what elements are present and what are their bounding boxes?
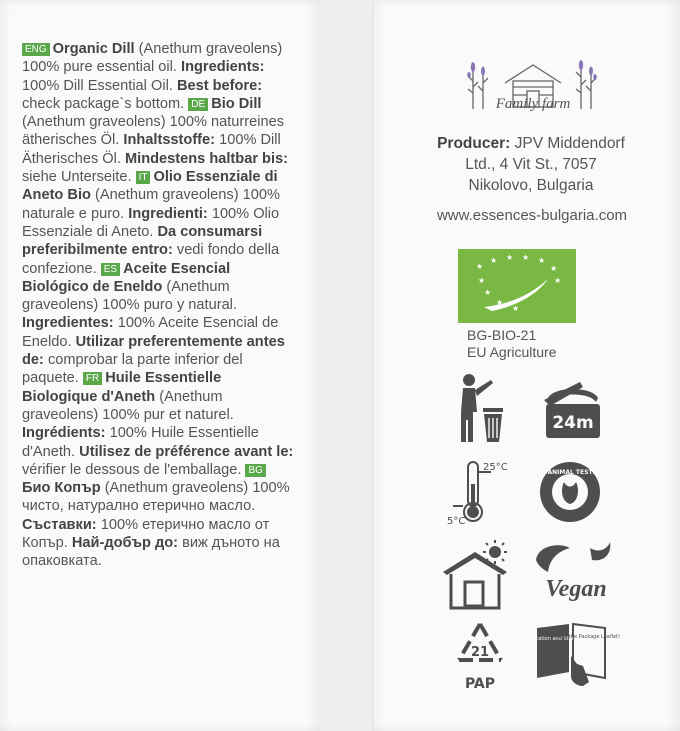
it-ingredients-label: Ingredienti: <box>128 205 208 222</box>
lang-tag-de: DE <box>188 98 208 111</box>
svg-text:★: ★ <box>506 253 514 262</box>
left-label-panel <box>0 0 321 731</box>
it-ingredients: 100% Olio Essenziale di Aneto. <box>22 205 280 240</box>
multilingual-description <box>22 40 294 571</box>
svg-text:★: ★ <box>512 304 520 313</box>
bg-species: (Anethum graveolens) 100% чисто, натурално етерично масло. <box>22 480 290 515</box>
period-after-opening-icon <box>540 378 606 440</box>
lang-tag-fr: FR <box>83 372 102 385</box>
no-animal-text: NO ANIMAL TESTING <box>535 469 605 476</box>
leaflet-left-text: Application and Storage <box>522 636 584 642</box>
de-species: (Anethum graveolens) 100% naturreines ätherisches Öl. <box>22 114 285 149</box>
es-species: (Anethum graveolens) 100% puro y natural. <box>22 278 237 314</box>
it-species: (Anethum graveolens) 100% naturale e puro. <box>22 187 280 222</box>
bg-ingredients-label: Съставки: <box>22 516 97 533</box>
bio-origin: EU Agriculture <box>467 344 557 360</box>
es-ingredients: 100% Aceite Esencial de Eneldo. <box>22 315 279 350</box>
tidyman-recycle-bin-icon <box>455 372 505 444</box>
es-name: Aceite Esencial Biológico de Eneldo <box>22 260 231 295</box>
bio-code: BG-BIO-21 <box>467 327 537 343</box>
bg-ingredients: 100% етерично масло от Копър. <box>22 516 270 552</box>
svg-text:★: ★ <box>490 256 498 265</box>
it-best: vedi fondo della confezione. <box>22 242 280 277</box>
producer-line2: Ltd., 4 Vit St., 7057 <box>465 156 597 173</box>
es-best: comprobar la parte inferior del paquete. <box>22 352 243 387</box>
leaflet-right-text: See the Package Leaflet! <box>557 634 621 640</box>
svg-text:★: ★ <box>550 264 558 273</box>
svg-text:★: ★ <box>478 276 486 285</box>
storage-temperature-icon <box>447 458 513 528</box>
it-best-label: Da consumarsi preferibilmente entro: <box>22 223 263 259</box>
pao-label: 24m <box>552 413 594 433</box>
box-fold-gap <box>320 0 372 731</box>
no-animal-testing-icon <box>535 460 605 524</box>
lang-tag-bg: BG <box>245 464 265 477</box>
fr-species: (Anethum graveolens) 100% pur et naturel. <box>22 388 234 423</box>
de-ingredients-label: Inhaltsstoffe: <box>123 132 216 149</box>
es-ingredients-label: Ingredientes: <box>22 315 114 332</box>
website-link: www.essences-bulgaria.com <box>436 207 628 224</box>
de-best-label: Mindestens haltbar bis: <box>125 150 289 167</box>
de-name: Bio Dill <box>211 95 262 112</box>
vegan-leaf-icon <box>528 540 614 604</box>
svg-text:★: ★ <box>522 253 530 262</box>
bg-best-label: Най-добър до: <box>71 535 179 552</box>
package-leaflet-icon <box>522 620 621 690</box>
eng-ingredients: 100% Dill Essential Oil. <box>22 77 173 94</box>
fr-ingredients: 100% Huile Essentielle d'Aneth. <box>22 425 259 460</box>
eng-best-label: Best before: <box>176 77 263 94</box>
recycle-number: 21 <box>470 645 490 660</box>
svg-text:★: ★ <box>538 256 546 265</box>
fr-ingredients-label: Ingrédients: <box>22 425 106 442</box>
svg-text:★: ★ <box>554 276 562 285</box>
eng-best: check package`s bottom. <box>22 95 185 112</box>
svg-text:★: ★ <box>484 288 492 297</box>
de-ingredients: 100% Dill Ätherisches Öl. <box>22 132 281 167</box>
temp-min: 5°C <box>447 516 466 527</box>
svg-text:★: ★ <box>496 298 504 307</box>
producer-line1: JPV Middendorf <box>514 135 625 152</box>
fr-name: Huile Essentielle Biologique d'Aneth <box>22 370 222 405</box>
temp-max: 25°C <box>483 462 508 473</box>
eng-species: (Anethum graveolens) 100% pure essential oil. <box>22 41 283 76</box>
producer-line3: Nikolovo, Bulgaria <box>468 177 594 194</box>
fr-best: vérifier le dessous de l'emballage. <box>22 461 242 478</box>
recycle-code: PAP <box>464 676 496 692</box>
brand-name: Family farm <box>495 96 571 112</box>
recycle-pap-icon <box>449 618 511 694</box>
lang-tag-eng: ENG <box>22 43 50 56</box>
eng-ingredients-label: Ingredients: <box>181 59 265 76</box>
vegan-label: Vegan <box>545 576 607 602</box>
bg-best: виж дъното на опаковката. <box>22 535 280 570</box>
lang-tag-it: IT <box>136 171 151 184</box>
de-best: siehe Unterseite. <box>22 169 132 186</box>
bio-certification <box>467 327 556 361</box>
producer-block <box>401 133 661 196</box>
store-indoors-sun-icon <box>439 538 515 610</box>
it-name: Olio Essenziale di Aneto Bio <box>22 169 278 204</box>
lang-tag-es: ES <box>101 263 120 276</box>
eu-organic-leaf-icon <box>458 249 576 323</box>
es-best-label: Utilizar preferentemente antes de: <box>22 333 285 369</box>
producer-label: Producer: <box>437 135 511 152</box>
svg-text:★: ★ <box>476 262 484 271</box>
eng-name: Organic Dill <box>52 41 135 57</box>
right-label-panel <box>372 0 680 731</box>
bg-name: Био Копър <box>22 480 101 497</box>
fr-best-label: Utilisez de préférence avant le: <box>79 443 294 460</box>
